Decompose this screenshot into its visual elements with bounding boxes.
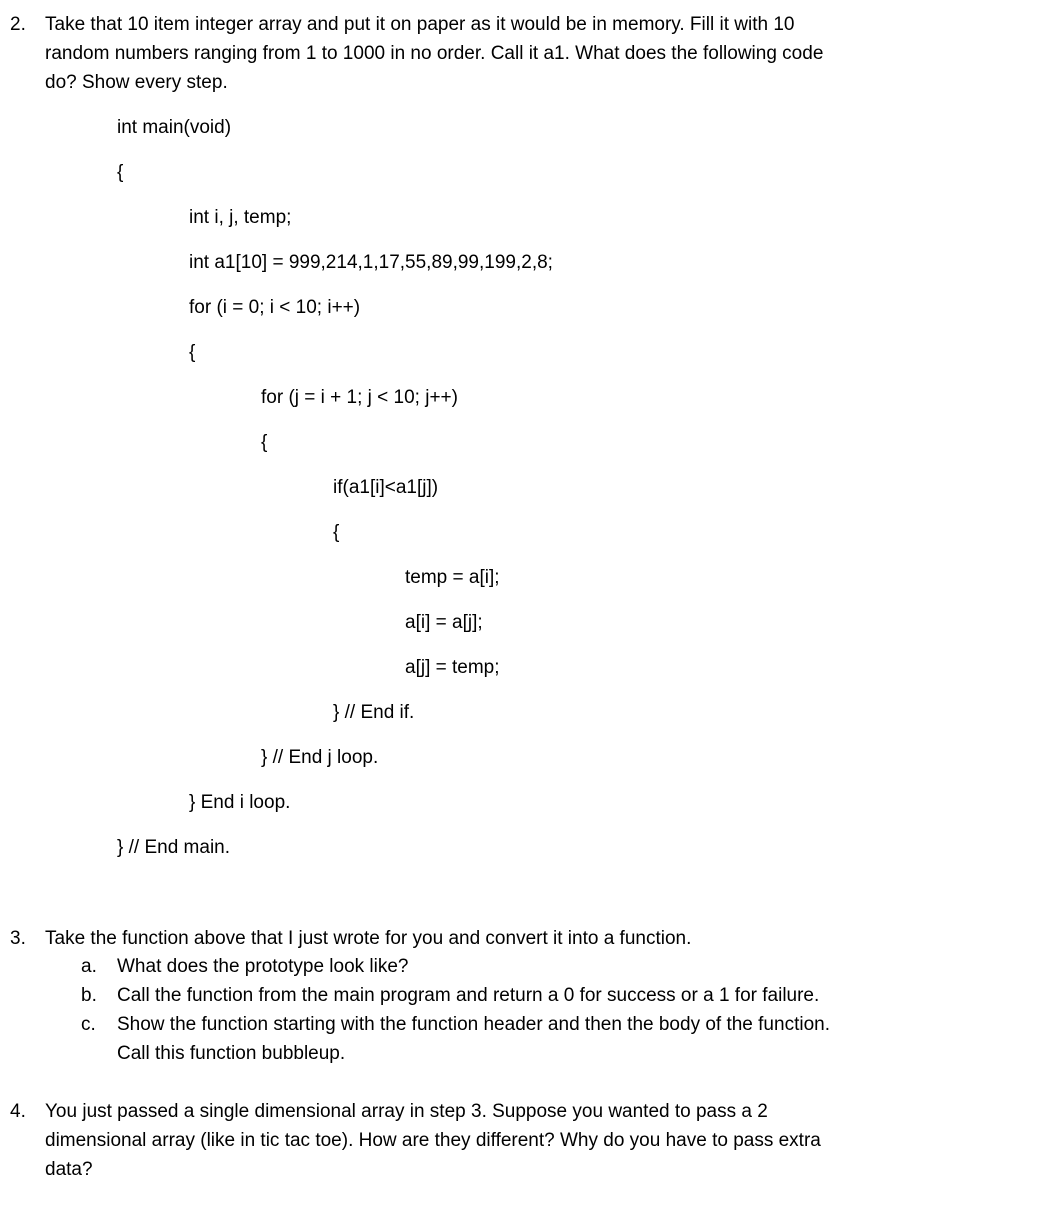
code-line: { [333,522,340,543]
code-line: } End i loop. [189,792,291,813]
question-3-item-c-text-1: Show the function starting with the function header and then the body of the function. [117,1014,830,1035]
code-line: a[i] = a[j]; [405,612,483,633]
code-line: if(a1[i]<a1[j]) [333,477,439,498]
question-2-line-1: Take that 10 item integer array and put it on paper as it would be in memory. Fill it with 10 [45,14,795,35]
code-line: int main(void) [117,117,232,138]
code-line: } // End main. [117,837,231,858]
question-3-item-c-label: c. [81,1014,96,1035]
code-line: for (j = i + 1; j < 10; j++) [261,387,458,408]
question-3-number: 3. [10,928,26,949]
question-4-line-3: data? [45,1159,93,1180]
question-4-line-2: dimensional array (like in tic tac toe). How are they different? Why do you have to pass extra [45,1130,821,1151]
code-line: { [117,162,124,183]
code-line: } // End j loop. [261,747,379,768]
code-line: int a1[10] = 999,214,1,17,55,89,99,199,2,8; [189,252,553,273]
question-2-line-3: do? Show every step. [45,72,228,93]
question-4-line-1: You just passed a single dimensional array in step 3. Suppose you wanted to pass a 2 [45,1101,768,1122]
question-3-item-b-text: Call the function from the main program and return a 0 for success or a 1 for failure. [117,985,820,1006]
code-line: a[j] = temp; [405,657,500,678]
question-2-number: 2. [10,14,26,35]
question-3-item-a-text: What does the prototype look like? [117,956,409,977]
question-4-number: 4. [10,1101,26,1122]
code-line: int i, j, temp; [189,207,292,228]
code-line: { [261,432,268,453]
code-line: temp = a[i]; [405,567,500,588]
question-3-item-b-label: b. [81,985,97,1006]
question-3-item-c-text-2: Call this function bubbleup. [117,1043,346,1064]
question-3-item-a-label: a. [81,956,97,977]
code-line: { [189,342,196,363]
question-3-line: Take the function above that I just wrote for you and convert it into a function. [45,928,692,949]
code-line: for (i = 0; i < 10; i++) [189,297,361,318]
code-line: } // End if. [333,702,415,723]
question-2-line-2: random numbers ranging from 1 to 1000 in no order. Call it a1. What does the following code [45,43,824,64]
